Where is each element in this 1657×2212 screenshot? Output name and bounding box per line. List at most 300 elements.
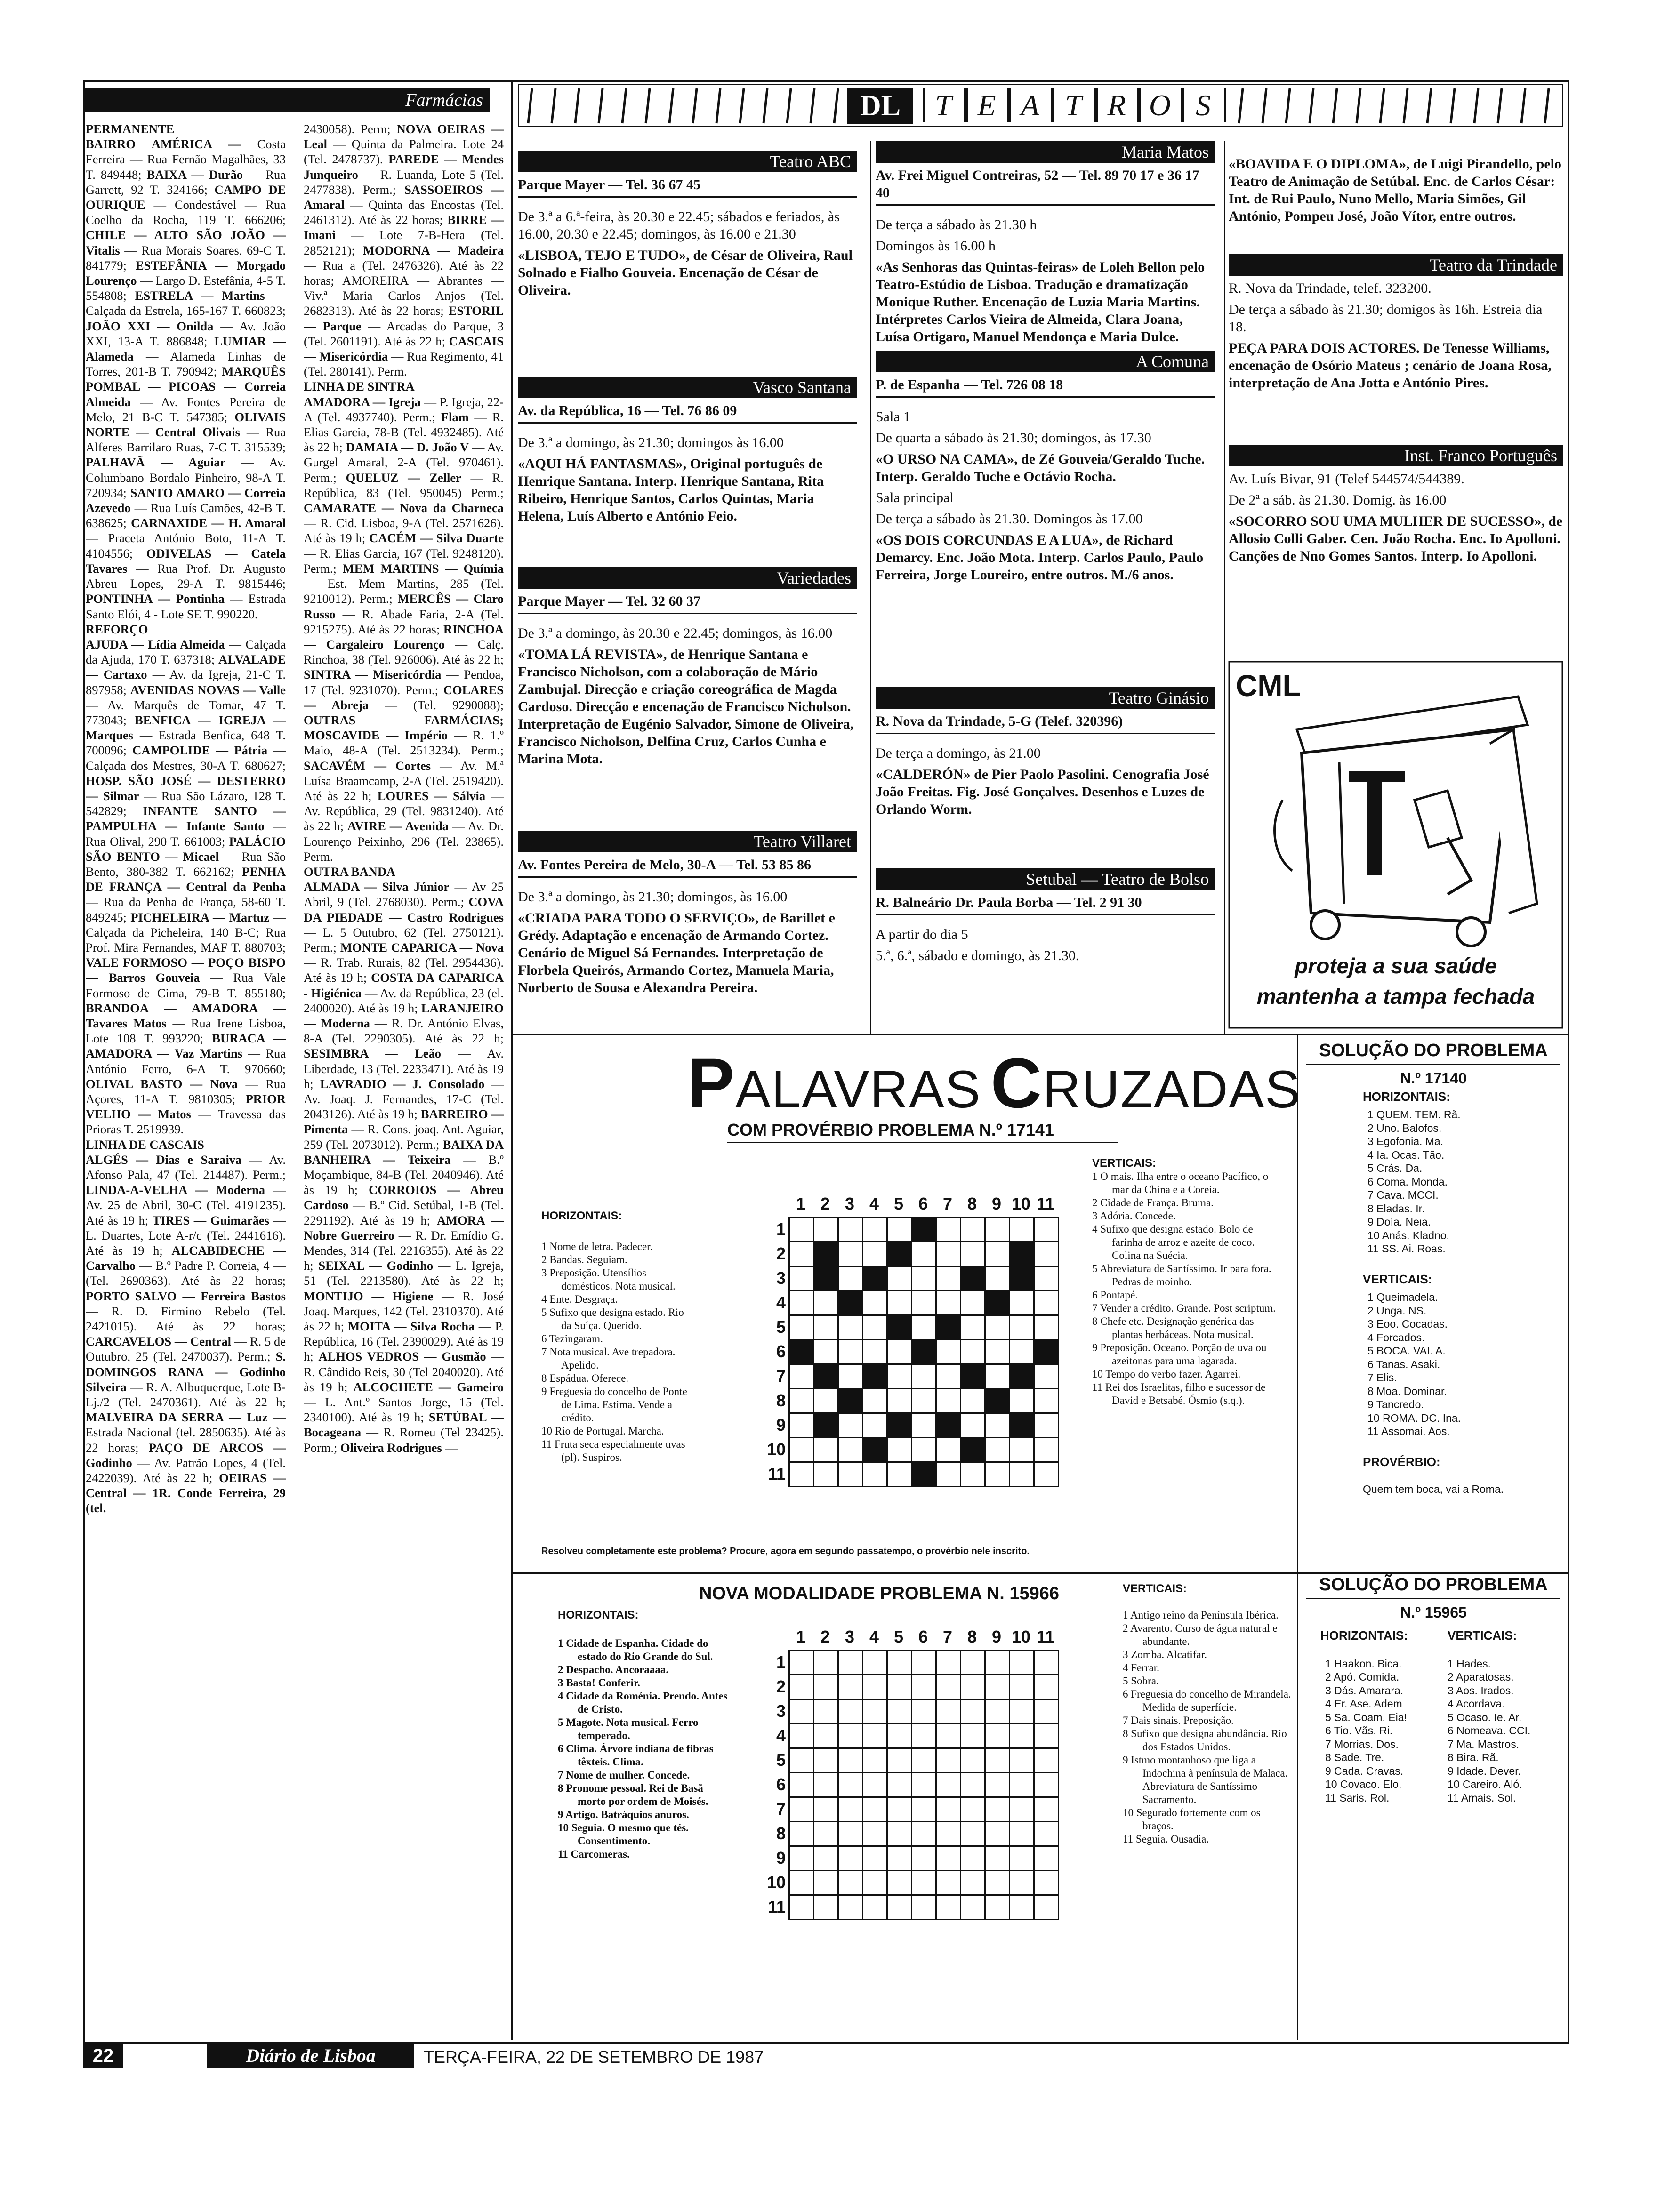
grid-cell[interactable]: [985, 1822, 1010, 1846]
grid-cell[interactable]: [789, 1675, 814, 1699]
grid-cell[interactable]: [1010, 1675, 1034, 1699]
grid-cell[interactable]: [1034, 1846, 1059, 1871]
grid-cell[interactable]: [912, 1773, 936, 1797]
grid-cell[interactable]: [961, 1242, 985, 1266]
grid-cell[interactable]: [789, 1724, 814, 1748]
teatros-letter: A: [1009, 88, 1053, 122]
grid-cell[interactable]: [961, 1266, 985, 1291]
grid-cell[interactable]: [912, 1413, 936, 1438]
grid-col-number: 2: [820, 1627, 830, 1646]
grid-cell[interactable]: [1010, 1871, 1034, 1895]
grid-cell[interactable]: [838, 1438, 863, 1462]
clue: 2 Despacho. Ancoraaaa.: [558, 1664, 669, 1675]
grid-cell[interactable]: [887, 1266, 912, 1291]
grid-cell[interactable]: [838, 1315, 863, 1340]
grid-cell[interactable]: [1034, 1364, 1059, 1389]
solution-line: 6 Nomeava. CCI.: [1448, 1724, 1531, 1737]
grid-cell[interactable]: [789, 1266, 814, 1291]
grid-cell[interactable]: [814, 1846, 838, 1871]
grid-cell[interactable]: [936, 1291, 961, 1315]
grid-cell[interactable]: [1010, 1462, 1034, 1487]
grid-cell[interactable]: [863, 1895, 887, 1920]
grid-cell[interactable]: [863, 1846, 887, 1871]
grid-cell[interactable]: [863, 1748, 887, 1773]
theater-line: Sala 1: [876, 409, 911, 425]
grid-cell[interactable]: [887, 1218, 912, 1242]
theater-name: Setubal — Teatro de Bolso: [876, 868, 1215, 890]
grid-cell[interactable]: [887, 1364, 912, 1389]
grid-cell[interactable]: [814, 1340, 838, 1364]
grid-row-number: 3: [776, 1701, 786, 1721]
theater-line: A partir do dia 5: [876, 927, 968, 942]
grid-cell[interactable]: [936, 1462, 961, 1487]
grid-cell[interactable]: [838, 1389, 863, 1413]
grid-cell[interactable]: [912, 1218, 936, 1242]
grid-cell[interactable]: [814, 1242, 838, 1266]
grid-cell[interactable]: [789, 1462, 814, 1487]
grid-cell[interactable]: [912, 1675, 936, 1699]
grid-cell[interactable]: [1010, 1797, 1034, 1822]
grid-cell[interactable]: [838, 1895, 863, 1920]
grid-row-number: 10: [766, 1440, 786, 1459]
grid-cell[interactable]: [789, 1797, 814, 1822]
grid-cell[interactable]: [1010, 1266, 1034, 1291]
grid-cell[interactable]: [1034, 1895, 1059, 1920]
grid-cell[interactable]: [912, 1846, 936, 1871]
column-rule: [870, 141, 871, 1034]
grid-cell[interactable]: [912, 1266, 936, 1291]
grid-cell[interactable]: [936, 1773, 961, 1797]
grid-cell[interactable]: [936, 1871, 961, 1895]
grid-cell[interactable]: [1034, 1724, 1059, 1748]
grid-cell[interactable]: [912, 1291, 936, 1315]
grid-cell[interactable]: [1034, 1340, 1059, 1364]
grid-cell[interactable]: [961, 1340, 985, 1364]
grid-cell[interactable]: [1010, 1315, 1034, 1340]
grid-cell[interactable]: [912, 1364, 936, 1389]
grid-cell[interactable]: [814, 1797, 838, 1822]
grid-cell[interactable]: [912, 1797, 936, 1822]
theater-line: De terça a sábado às 21.30 h: [876, 217, 1037, 232]
grid-cell[interactable]: [1010, 1724, 1034, 1748]
teatros-letter: E: [966, 88, 1009, 122]
grid-cell[interactable]: [863, 1462, 887, 1487]
grid-cell[interactable]: [814, 1462, 838, 1487]
grid-cell[interactable]: [1034, 1413, 1059, 1438]
theater-trindade: [1229, 254, 1563, 442]
clue: 6 Pontapé.: [1092, 1289, 1138, 1301]
grid-cell[interactable]: [985, 1389, 1010, 1413]
grid-cell[interactable]: [961, 1364, 985, 1389]
grid-cell[interactable]: [1034, 1748, 1059, 1773]
grid-cell[interactable]: [985, 1340, 1010, 1364]
grid-cell[interactable]: [838, 1699, 863, 1724]
grid-cell[interactable]: [1034, 1438, 1059, 1462]
grid-cell[interactable]: [985, 1724, 1010, 1748]
grid-cell[interactable]: [863, 1218, 887, 1242]
grid-cell[interactable]: [887, 1846, 912, 1871]
grid-cell[interactable]: [814, 1773, 838, 1797]
grid-cell[interactable]: [863, 1340, 887, 1364]
grid-cell[interactable]: [985, 1438, 1010, 1462]
grid-cell[interactable]: [936, 1364, 961, 1389]
crossword-grid-table: [788, 1217, 1059, 1487]
grid-cell[interactable]: [961, 1773, 985, 1797]
grid-cell[interactable]: [961, 1291, 985, 1315]
grid-cell[interactable]: [863, 1315, 887, 1340]
teatros-banner: [518, 84, 1563, 127]
grid-cell[interactable]: [985, 1797, 1010, 1822]
grid-cell[interactable]: [936, 1651, 961, 1675]
grid-cell[interactable]: [961, 1797, 985, 1822]
grid-cell[interactable]: [838, 1651, 863, 1675]
grid-cell[interactable]: [1034, 1266, 1059, 1291]
grid-cell[interactable]: [912, 1389, 936, 1413]
grid-cell[interactable]: [887, 1438, 912, 1462]
grid-cell[interactable]: [961, 1675, 985, 1699]
grid-cell[interactable]: [814, 1724, 838, 1748]
theater-boavida: [1229, 155, 1563, 245]
grid-cell[interactable]: [1010, 1651, 1034, 1675]
grid-cell[interactable]: [1010, 1291, 1034, 1315]
grid-cell[interactable]: [789, 1438, 814, 1462]
theater-line: «As Senhoras das Quintas-feiras» de Loleh Bellon pelo Teatro-Estúdio de Lisboa. Tradução e dramatização Monique Ruther. Encenação de Luzia Maria Martins. Intérpretes Carlos Vieira de Almeida, Clara Joana, Luísa Ortigaro, Manuel Mendonça e Maria Dulce.: [876, 259, 1205, 345]
grid-cell[interactable]: [814, 1364, 838, 1389]
grid-cell[interactable]: [936, 1242, 961, 1266]
grid-cell[interactable]: [912, 1651, 936, 1675]
grid-cell[interactable]: [961, 1895, 985, 1920]
grid-cell[interactable]: [887, 1675, 912, 1699]
grid-cell[interactable]: [985, 1291, 1010, 1315]
grid-cell[interactable]: [863, 1699, 887, 1724]
grid-cell[interactable]: [863, 1773, 887, 1797]
solution-line: 2 Unga. NS.: [1367, 1304, 1427, 1317]
clue: 7 Dais sinais. Preposição.: [1123, 1715, 1234, 1726]
grid-cell[interactable]: [912, 1724, 936, 1748]
grid-cell[interactable]: [985, 1242, 1010, 1266]
grid-cell[interactable]: [838, 1291, 863, 1315]
theater-comuna: [876, 351, 1215, 675]
grid-cell[interactable]: [1010, 1389, 1034, 1413]
grid-cell[interactable]: [936, 1218, 961, 1242]
clue: 3 Zomba. Alcatifar.: [1123, 1649, 1207, 1660]
grid-col-number: 1: [796, 1627, 806, 1646]
grid-cell[interactable]: [814, 1389, 838, 1413]
grid-cell[interactable]: [814, 1895, 838, 1920]
grid-cell[interactable]: [838, 1748, 863, 1773]
grid-cell[interactable]: [936, 1266, 961, 1291]
grid-cell[interactable]: [1034, 1675, 1059, 1699]
grid-cell[interactable]: [789, 1315, 814, 1340]
grid-row-number: 6: [776, 1342, 786, 1361]
grid-cell[interactable]: [1034, 1462, 1059, 1487]
grid-cell[interactable]: [985, 1675, 1010, 1699]
grid-cell[interactable]: [789, 1389, 814, 1413]
solution-line: 4 Forcados.: [1367, 1331, 1425, 1344]
grid-row-number: 11: [767, 1897, 786, 1916]
grid-cell[interactable]: [814, 1438, 838, 1462]
grid-cell[interactable]: [985, 1218, 1010, 1242]
grid-cell[interactable]: [912, 1748, 936, 1773]
grid-cell[interactable]: [814, 1218, 838, 1242]
grid-cell[interactable]: [985, 1871, 1010, 1895]
grid-cell[interactable]: [1034, 1242, 1059, 1266]
grid-cell[interactable]: [985, 1895, 1010, 1920]
grid-cell[interactable]: [912, 1895, 936, 1920]
grid-cell[interactable]: [961, 1413, 985, 1438]
grid-cell[interactable]: [814, 1413, 838, 1438]
grid-cell[interactable]: [1034, 1797, 1059, 1822]
grid-cell[interactable]: [985, 1266, 1010, 1291]
clue: 4 Sufixo que designa estado. Bolo de farinha de arroz e azeite de coco. Colina na Suécia.: [1092, 1223, 1255, 1261]
grid-cell[interactable]: [814, 1699, 838, 1724]
grid-cell[interactable]: [814, 1675, 838, 1699]
grid-cell[interactable]: [912, 1340, 936, 1364]
grid-cell[interactable]: [912, 1822, 936, 1846]
cml-brand: CML: [1236, 669, 1301, 703]
grid-cell[interactable]: [789, 1340, 814, 1364]
grid-cell[interactable]: [814, 1291, 838, 1315]
grid-cell[interactable]: [887, 1291, 912, 1315]
grid-cell[interactable]: [789, 1871, 814, 1895]
grid-cell[interactable]: [863, 1724, 887, 1748]
grid-cell[interactable]: [912, 1462, 936, 1487]
grid-cell[interactable]: [789, 1895, 814, 1920]
grid-cell[interactable]: [838, 1340, 863, 1364]
grid-cell[interactable]: [1034, 1699, 1059, 1724]
grid-cell[interactable]: [1010, 1773, 1034, 1797]
grid-cell[interactable]: [936, 1340, 961, 1364]
grid-cell[interactable]: [838, 1218, 863, 1242]
grid-cell[interactable]: [912, 1871, 936, 1895]
grid-cell[interactable]: [936, 1389, 961, 1413]
grid-cell[interactable]: [887, 1242, 912, 1266]
grid-cell[interactable]: [814, 1748, 838, 1773]
grid-cell[interactable]: [1010, 1242, 1034, 1266]
grid-cell[interactable]: [1010, 1699, 1034, 1724]
grid-cell[interactable]: [814, 1822, 838, 1846]
solution-h-label: HORIZONTAIS:: [1320, 1628, 1408, 1643]
grid-cell[interactable]: [863, 1413, 887, 1438]
grid-cell[interactable]: [789, 1773, 814, 1797]
solution-line: 10 ROMA. DC. Ina.: [1367, 1411, 1461, 1424]
grid-cell[interactable]: [887, 1651, 912, 1675]
grid-cell[interactable]: [1034, 1773, 1059, 1797]
clue: 3 Basta! Conferir.: [558, 1677, 640, 1689]
grid-cell[interactable]: [936, 1724, 961, 1748]
grid-cell[interactable]: [1010, 1364, 1034, 1389]
solution-line: 8 Moa. Dominar.: [1367, 1385, 1447, 1397]
grid-cell[interactable]: [863, 1438, 887, 1462]
grid-cell[interactable]: [961, 1724, 985, 1748]
grid-cell[interactable]: [838, 1822, 863, 1846]
grid-cell[interactable]: [863, 1242, 887, 1266]
grid-cell[interactable]: [985, 1413, 1010, 1438]
grid-cell[interactable]: [961, 1315, 985, 1340]
grid-cell[interactable]: [961, 1822, 985, 1846]
grid-cell[interactable]: [887, 1895, 912, 1920]
grid-cell[interactable]: [789, 1291, 814, 1315]
grid-cell[interactable]: [936, 1797, 961, 1822]
grid-cell[interactable]: [814, 1651, 838, 1675]
grid-cell[interactable]: [961, 1748, 985, 1773]
grid-cell[interactable]: [912, 1315, 936, 1340]
grid-cell[interactable]: [936, 1675, 961, 1699]
grid-cell[interactable]: [789, 1651, 814, 1675]
grid-cell[interactable]: [838, 1797, 863, 1822]
grid-cell[interactable]: [1010, 1748, 1034, 1773]
grid-cell[interactable]: [985, 1462, 1010, 1487]
clue: 8 Chefe etc. Designação genérica das plantas herbáceas. Nota musical.: [1092, 1315, 1254, 1340]
solution-line: 7 Ma. Mastros.: [1448, 1738, 1520, 1750]
grid-cell[interactable]: [863, 1822, 887, 1846]
masthead: Diário de Lisboa: [207, 2044, 414, 2068]
grid-cell[interactable]: [887, 1797, 912, 1822]
grid-cell[interactable]: [961, 1871, 985, 1895]
grid-cell[interactable]: [961, 1462, 985, 1487]
grid-cell[interactable]: [936, 1895, 961, 1920]
grid-cell[interactable]: [863, 1389, 887, 1413]
grid-cell[interactable]: [838, 1462, 863, 1487]
column-rule: [511, 1034, 1568, 1035]
grid-cell[interactable]: [789, 1846, 814, 1871]
grid-cell[interactable]: [863, 1364, 887, 1389]
grid-cell[interactable]: [936, 1822, 961, 1846]
grid-cell[interactable]: [1010, 1413, 1034, 1438]
grid-cell[interactable]: [936, 1438, 961, 1462]
grid-cell[interactable]: [1034, 1871, 1059, 1895]
grid-cell[interactable]: [1010, 1895, 1034, 1920]
grid-cell[interactable]: [961, 1846, 985, 1871]
grid-cell[interactable]: [1034, 1822, 1059, 1846]
grid-cell[interactable]: [887, 1413, 912, 1438]
grid-row-number: 11: [767, 1464, 786, 1483]
grid-cell[interactable]: [1010, 1846, 1034, 1871]
grid-cell[interactable]: [936, 1748, 961, 1773]
grid-cell[interactable]: [789, 1822, 814, 1846]
grid-cell[interactable]: [838, 1871, 863, 1895]
grid-cell[interactable]: [789, 1413, 814, 1438]
grid-cell[interactable]: [814, 1871, 838, 1895]
grid-cell[interactable]: [789, 1699, 814, 1724]
grid-cell[interactable]: [863, 1291, 887, 1315]
grid-col-number: 9: [991, 1627, 1002, 1646]
grid-cell[interactable]: [1034, 1389, 1059, 1413]
grid-cell[interactable]: [887, 1389, 912, 1413]
grid-cell[interactable]: [1034, 1218, 1059, 1242]
grid-cell[interactable]: [838, 1675, 863, 1699]
theater-line: «OS DOIS CORCUNDAS E A LUA», de Richard Demarcy. Enc. João Mota. Interp. Carlos Paulo, Paulo Ferreira, Jorge Loureiro, entre outros. M./6 anos.: [876, 532, 1204, 583]
grid-cell[interactable]: [936, 1413, 961, 1438]
grid-cell[interactable]: [789, 1242, 814, 1266]
grid-cell[interactable]: [887, 1724, 912, 1748]
grid-cell[interactable]: [887, 1748, 912, 1773]
grid-cell[interactable]: [814, 1315, 838, 1340]
clue: 1 Nome de letra. Padecer.: [541, 1241, 653, 1252]
grid-cell[interactable]: [887, 1822, 912, 1846]
grid-cell[interactable]: [1010, 1218, 1034, 1242]
teatros-letter: R: [1096, 88, 1139, 122]
grid-cell[interactable]: [863, 1871, 887, 1895]
theater-line: Sala principal: [876, 490, 954, 505]
grid-cell[interactable]: [1034, 1291, 1059, 1315]
grid-cell[interactable]: [814, 1266, 838, 1291]
grid-cell[interactable]: [838, 1266, 863, 1291]
solution-title: SOLUÇÃO DO PROBLEMA: [1306, 1040, 1560, 1065]
grid-cell[interactable]: [912, 1438, 936, 1462]
grid-cell[interactable]: [961, 1699, 985, 1724]
column-rule: [511, 1572, 1568, 1574]
grid-cell[interactable]: [838, 1773, 863, 1797]
solution-line: 11 Assomai. Aos.: [1367, 1425, 1450, 1437]
grid-cell[interactable]: [863, 1651, 887, 1675]
grid-cell[interactable]: [961, 1438, 985, 1462]
grid-cell[interactable]: [838, 1413, 863, 1438]
ad-slogan-1: proteja a sua saúde: [1295, 954, 1497, 978]
grid-cell[interactable]: [936, 1699, 961, 1724]
grid-cell[interactable]: [863, 1266, 887, 1291]
grid-cell[interactable]: [838, 1242, 863, 1266]
grid-cell[interactable]: [985, 1364, 1010, 1389]
grid-cell[interactable]: [961, 1651, 985, 1675]
grid-cell[interactable]: [1034, 1315, 1059, 1340]
grid-cell[interactable]: [887, 1462, 912, 1487]
grid-cell[interactable]: [985, 1315, 1010, 1340]
column-rule: [511, 80, 513, 2040]
grid-cell[interactable]: [1010, 1340, 1034, 1364]
grid-cell[interactable]: [985, 1773, 1010, 1797]
grid-cell[interactable]: [863, 1797, 887, 1822]
grid-row-number: 4: [776, 1726, 786, 1745]
grid-cell[interactable]: [838, 1846, 863, 1871]
grid-cell[interactable]: [1010, 1822, 1034, 1846]
grid-cell[interactable]: [961, 1389, 985, 1413]
grid-cell[interactable]: [887, 1315, 912, 1340]
grid-cell[interactable]: [912, 1242, 936, 1266]
grid-cell[interactable]: [887, 1699, 912, 1724]
grid-cell[interactable]: [912, 1699, 936, 1724]
grid-cell[interactable]: [789, 1218, 814, 1242]
grid-cell[interactable]: [838, 1364, 863, 1389]
solution-line: 3 Dás. Amarara.: [1325, 1684, 1404, 1697]
grid-cell[interactable]: [936, 1315, 961, 1340]
cw1-verticals-label: VERTICAIS:: [1092, 1157, 1157, 1170]
grid-cell[interactable]: [985, 1846, 1010, 1871]
grid-cell[interactable]: [985, 1699, 1010, 1724]
grid-cell[interactable]: [985, 1748, 1010, 1773]
grid-cell[interactable]: [961, 1218, 985, 1242]
solution-number: N.º 15965: [1400, 1604, 1467, 1621]
grid-cell[interactable]: [863, 1675, 887, 1699]
solution-line: 5 Crás. Da.: [1367, 1162, 1423, 1174]
solution-line: 3 Eoo. Cocadas.: [1367, 1318, 1448, 1330]
clue: 4 Ferrar.: [1123, 1662, 1159, 1674]
grid-cell[interactable]: [1034, 1651, 1059, 1675]
grid-cell[interactable]: [936, 1846, 961, 1871]
clue: 10 Tempo do verbo fazer. Agarrei.: [1092, 1368, 1241, 1380]
grid-cell[interactable]: [887, 1340, 912, 1364]
grid-cell[interactable]: [985, 1651, 1010, 1675]
grid-cell[interactable]: [789, 1364, 814, 1389]
grid-row-number: 8: [776, 1391, 786, 1410]
grid-cell[interactable]: [887, 1773, 912, 1797]
grid-cell[interactable]: [1010, 1438, 1034, 1462]
grid-cell[interactable]: [838, 1724, 863, 1748]
theater-name: Vasco Santana: [518, 377, 857, 398]
grid-cell[interactable]: [887, 1871, 912, 1895]
grid-row-number: 5: [776, 1317, 786, 1337]
grid-cell[interactable]: [789, 1748, 814, 1773]
